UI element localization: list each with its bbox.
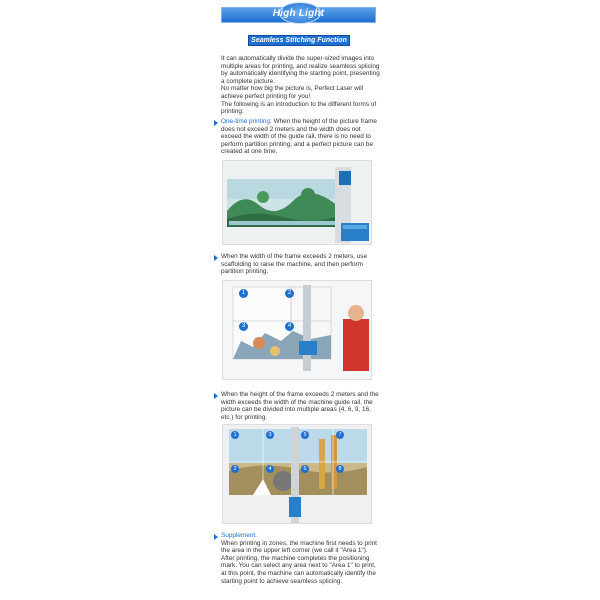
section1-body: When the height of the picture frame does not exceed 2 meters and the width does not exceed the width of the guide rail, there is no need to perform partition printing, and a perfect picture can be created at one time. (221, 118, 377, 156)
bullet-triangle-icon (214, 120, 218, 126)
section1-label: One-time printing: (221, 118, 272, 125)
intro-line-3: The following is an introduction to the different forms of printing: (221, 100, 377, 116)
supplement-body: When printing in zones, the machine first needs to print the area in the upper left corner (we call it "Area 1"). After printing, the machine completes the positioning mark. You can select any area next to "Area 1" to print, at this point, the machine can automatically identify the starting point to achieve seamless splicing. (221, 539, 377, 585)
area-number-badge: 2 (285, 289, 294, 298)
area-number-badge: 1 (239, 289, 248, 298)
landscape-mural-illustration (223, 161, 372, 245)
intro-line-2: No matter how big the picture is, Perfect Laser will achieve perfect printing for you! (221, 85, 364, 100)
title-banner-text (221, 7, 376, 23)
section1-text (221, 118, 381, 156)
area-number-badge: 2 (231, 465, 239, 473)
section3-text: When the height of the frame exceeds 2 meters and the width exceeds the width of the machine guide rail, the picture can be divided into multiple areas (4, 6, 9, 16, etc.) for printing. (221, 391, 379, 421)
photo-multi-area-printing (222, 424, 372, 524)
bullet-triangle-icon (214, 255, 218, 261)
area-number-badge: 3 (266, 431, 274, 439)
bullet-triangle-icon (214, 534, 218, 540)
area-number-badge: 6 (301, 465, 309, 473)
multi-area-mural-illustration (223, 425, 372, 524)
page-title: High Light (272, 8, 325, 19)
photo-one-time-printing (222, 160, 372, 245)
area-number-badge: 7 (336, 431, 344, 439)
intro-line-1: It can automatically divide the super-sized images into multiple areas for printing, and realize seamless splicing by automatically identifying the starting point, presenting a complete picture. (221, 55, 380, 85)
area-number-badge: 1 (231, 431, 239, 439)
area-number-badge: 3 (239, 322, 248, 331)
section-subtitle: Seamless Stitching Function (251, 37, 347, 44)
supplement-text (221, 532, 381, 585)
subtitle-tag (248, 35, 350, 46)
supplement-label: Supplement: (221, 532, 257, 539)
section2-text: When the width of the frame exceeds 2 meters, use scaffolding to raise the machine, and then perform partition printing. (221, 253, 367, 276)
intro-paragraph (221, 55, 381, 116)
bullet-triangle-icon (214, 393, 218, 399)
area-number-badge: 5 (301, 431, 309, 439)
photo-partition-printing (222, 280, 372, 380)
area-number-badge: 8 (336, 465, 344, 473)
area-number-badge: 4 (285, 322, 294, 331)
area-number-badge: 4 (266, 465, 274, 473)
